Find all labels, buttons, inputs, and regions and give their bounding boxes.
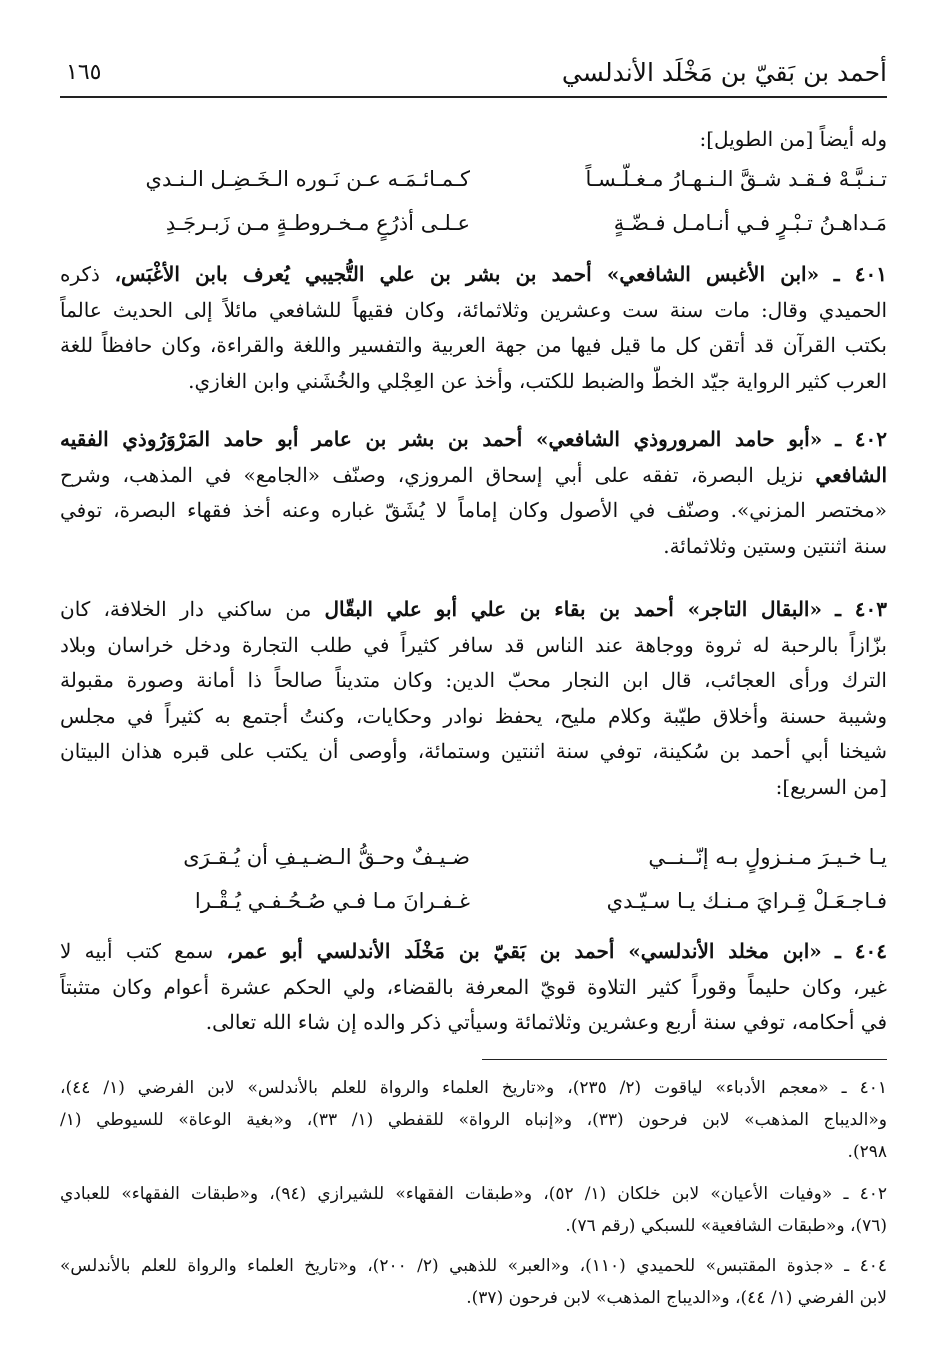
entry-402	[60, 422, 887, 564]
entry-line: غير، وكان حليماً وقوراً كثير التلاوة قويّ المعرفة بالقضاء، ولي الحكم عشرة أعوام وكان متثبتاً	[60, 974, 887, 999]
footnote-line: ٤٠٤ ـ «جذوة المقتبس» للحميدي (١١٠)، و«العبر» للذهبي (٢/ ٢٠٠)، و«تاريخ العلماء والرواة للعلم بالأندلس»	[60, 1256, 887, 1276]
verse-row	[60, 167, 887, 203]
entry-line: الشافعي نزيل البصرة، تفقه على أبي إسحاق المروزي، وصنّف «الجامع» في المذهب، وشرح	[60, 462, 887, 487]
entry-line: العرب كثير الرواية جيّد الخطّ والضبط للكتب، وأخذ عن العِجْلي والخُشَني وابن الغازي.	[188, 368, 887, 393]
entry-401	[60, 257, 887, 399]
entry-line: [من السريع]:	[775, 774, 887, 799]
footnote-line: ٤٠٢ ـ «وفيات الأعيان» لابن خلكان (١/ ٥٢)، و«طبقات الفقهاء» للشيرازي (٩٤)، و«طبقات الفقهاء» للعبادي	[60, 1184, 887, 1204]
verse-hemistich-first: يـا خـيـرَ مـنـزولٍ بـه إنّــنــي	[648, 845, 887, 869]
verse-row	[60, 889, 887, 925]
entry-line: بكتب القرآن قد أتقن كل ما قيل فيها من جهة العربية والتفسير واللغة والقراءة، وكان حافظاً للغة	[60, 333, 887, 357]
entry-number: ٤٠٤ ـ	[835, 939, 887, 963]
footnote-line: (٧٦)، و«طبقات الشافعية» للسبكي (رقم ٧٦).	[565, 1216, 887, 1236]
verse-hemistich-first: فـاجـعَـلْ قِـرايَ مـنـك يـا سـيّـدي	[606, 889, 887, 913]
verse-row	[60, 845, 887, 881]
footnote-divider	[482, 1059, 887, 1060]
entry-heading-cont: الشافعي	[815, 462, 887, 487]
entry-403	[60, 592, 887, 805]
entry-line: الترك ورأى العجائب، قال ابن النجار محبّ الدين: وكان متديناً صالحاً ذا أمانة وصورة مقبولة	[60, 668, 887, 692]
entry-404	[60, 934, 887, 1041]
entry-line: ٤٠٣ ـ «البقال التاجر» أحمد بن بقاء بن علي أبو علي البقّال من ساكني دار الخلافة، كان	[60, 597, 887, 621]
entry-line	[60, 422, 887, 458]
header-divider	[60, 96, 887, 98]
entry-heading: «ابن مخلد الأندلسي» أحمد بن بَقيّ بن مَخْلَد الأندلسي أبو عمر،	[226, 939, 822, 963]
page-number: ١٦٥	[66, 60, 102, 85]
footnote-401	[60, 1072, 887, 1168]
verse-hemistich-second: عـلـى أذرُعٍ مـخـروطـةٍ مـن زَبـرجَـدِ	[165, 211, 470, 235]
entry-line: «مختصر المزني». وصنّف في الأصول وكان إماماً لا يُشَقّ غباره وعنه أخذ فقهاء البصرة، توفي	[60, 498, 887, 522]
entry-line: بزّازاً بالرحبة له ثروة ووجاهة عند الناس قد سافر كثيراً في طلب التجارة ودخل خراسان وبلاد	[60, 632, 887, 657]
entry-line: ٤٠١ ـ «ابن الأغبس الشافعي» أحمد بن بشر بن علي التُّجيبي يُعرف بابن الأغْبَس، ذكره	[60, 262, 887, 286]
entry-number: ٤٠١ ـ	[833, 262, 887, 286]
entry-line: وشيبة حسنة وأخلاق طيّبة وكلام مليح، يحفظ نوادر وحكايات، وكنتُ أجتمع به كثيراً في مجلس	[60, 703, 887, 728]
entry-line: شيخنا أبي أحمد بن سُكينة، توفي سنة اثنتين وستمائة، وأوصى أن يكتب على قبره هذان البيتان	[60, 739, 887, 763]
running-head	[60, 52, 887, 94]
verse-hemistich-second: كـمـائـمَـه عـن نَـوره الـخَـضِـل الـنـدي	[145, 167, 470, 191]
verse-hemistich-first: مَـداهـنُ تـبْـرٍ فـي أنـامـل فـضّـةٍ	[613, 211, 887, 235]
entry-line: ٤٠٤ ـ «ابن مخلد الأندلسي» أحمد بن بَقيّ بن مَخْلَد الأندلسي أبو عمر، سمع كتب أبيه لا	[60, 939, 887, 963]
verse-hemistich-second: غـفـرانَ مـا فـي صُـحُـفـي يُـقْـرا	[194, 889, 470, 913]
entry-heading: «البقال التاجر» أحمد بن بقاء بن علي أبو علي البقّال	[324, 597, 822, 621]
verse-row	[60, 211, 887, 247]
entry-heading: «أبو حامد المروروذي الشافعي» أحمد بن بشر بن عامر أبو حامد المَرْوَرُوذي الفقيه	[60, 427, 823, 451]
entry-heading: «ابن الأغبس الشافعي» أحمد بن بشر بن علي التُّجيبي يُعرف بابن الأغْبَس،	[114, 262, 820, 286]
footnote-line: ٢٩٨).	[847, 1142, 887, 1162]
footnote-402	[60, 1178, 887, 1242]
intro-line: وله أيضاً [من الطويل]:	[699, 127, 887, 151]
verse-hemistich-first: تـنـبَّـهْ فـقـد شـقَّ الـنـهـارُ مـغـلّـسـاً	[585, 167, 887, 191]
entry-line: في أحكامه، توفي سنة أربع وعشرين وثلاثمائة وسيأتي ذكر والده إن شاء الله تعالى.	[205, 1010, 887, 1034]
entry-line: سنة اثنتين وستين وثلاثمائة.	[663, 533, 887, 558]
entry-number: ٤٠٢ ـ	[835, 427, 887, 451]
running-head-title: أحمد بن بَقيّ بن مَخْلَد الأندلسي	[561, 58, 887, 87]
entry-line: الحميدي وقال: مات سنة ست وعشرين وثلاثمائة، وكان فقيهاً للشافعي مائلاً إلى الحديث عالماً	[60, 297, 887, 322]
footnote-line: لابن الفرضي (١/ ٤٤)، و«الديباج المذهب» لابن فرحون (٣٧).	[466, 1288, 887, 1308]
verse-hemistich-second: ضـيـفٌ وحـقُّ الـضـيـفِ أن يُـقـرَى	[183, 845, 470, 869]
footnote-404	[60, 1250, 887, 1314]
footnote-line: و«الديباج المذهب» لابن فرحون (٣٣)، و«إنباه الرواة» للقفطي (١/ ٣٣)، و«بغية الوعاة» للسيوطي (١/	[60, 1110, 887, 1130]
entry-number: ٤٠٣ ـ	[835, 597, 887, 621]
footnote-line: ٤٠١ ـ «معجم الأدباء» لياقوت (٢/ ٢٣٥)، و«تاريخ العلماء والرواة للعلم بالأندلس» لابن الفرضي (١/ ٤٤)،	[60, 1078, 887, 1098]
